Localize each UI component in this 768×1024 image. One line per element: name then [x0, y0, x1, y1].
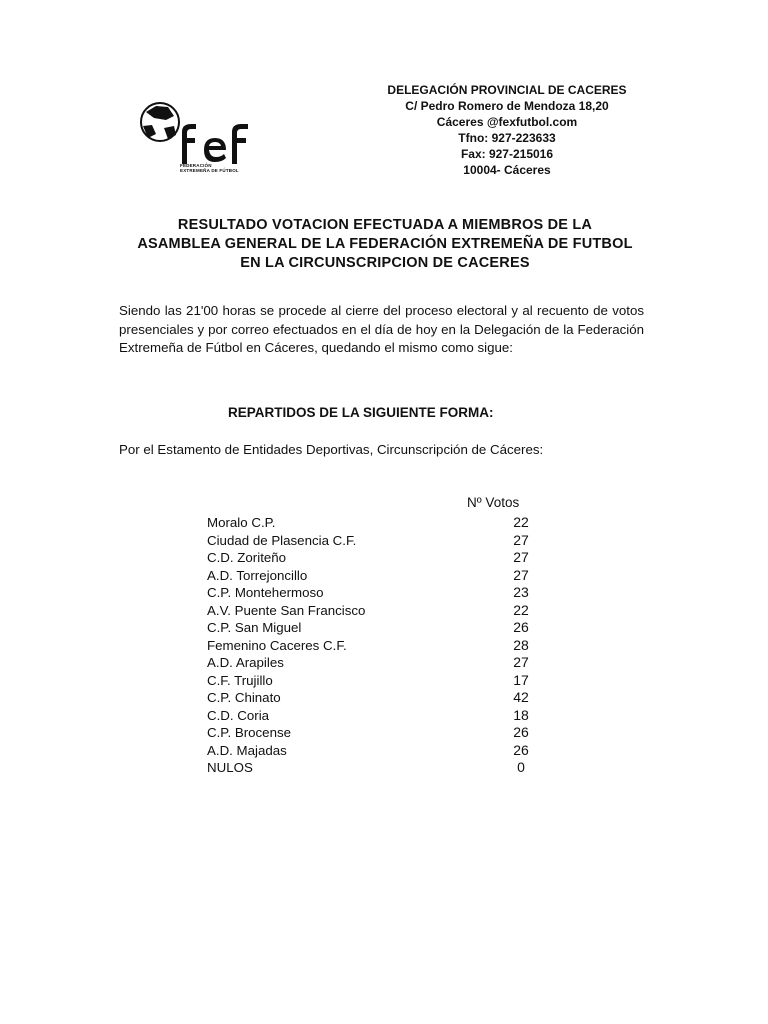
- club-name: A.D. Majadas: [207, 742, 287, 758]
- address-line: Cáceres @fexfutbol.com: [436, 115, 578, 129]
- logo-tagline: [180, 163, 270, 173]
- club-name: A.V. Puente San Francisco: [207, 602, 366, 618]
- votes-column-header: Nº Votos: [467, 495, 520, 510]
- title-line: EN LA CIRCUNSCRIPCION DE CACERES: [240, 255, 530, 271]
- vote-count: 27: [513, 549, 529, 565]
- club-name: C.F. Trujillo: [207, 672, 273, 688]
- result-row: [207, 619, 547, 637]
- vote-count: 18: [513, 706, 529, 723]
- fef-logo-icon: [138, 98, 263, 168]
- vote-count: 17: [513, 671, 529, 688]
- club-name: C.D. Zoriteño: [207, 550, 287, 565]
- address-line: 10004- Cáceres: [463, 163, 551, 177]
- club-name: A.D. Arapiles: [207, 655, 284, 670]
- vote-count: 27: [513, 531, 529, 548]
- fef-logo: [138, 98, 263, 180]
- address-line: Fax: 927-215016: [460, 147, 554, 161]
- vote-count: 28: [513, 636, 529, 653]
- club-name: C.P. Brocense: [207, 725, 292, 740]
- estamento-paragraph: Por el Estamento de Entidades Deportivas, Circunscripción de Cáceres:: [119, 442, 544, 457]
- address-line: Tfno: 927-223633: [458, 131, 556, 145]
- title-line: ASAMBLEA GENERAL DE LA FEDERACIÓN EXTREMEÑA DE FUTBOL: [137, 236, 633, 252]
- address-line: DELEGACIÓN PROVINCIAL DE CACERES: [387, 83, 627, 97]
- result-row: [207, 724, 547, 742]
- result-row: [207, 532, 547, 550]
- address-block: [372, 82, 642, 178]
- club-name: Ciudad de Plasencia C.F.: [207, 532, 357, 548]
- vote-count: 22: [513, 601, 529, 618]
- title-line: RESULTADO VOTACION EFECTUADA A MIEMBROS DE LA: [177, 217, 593, 233]
- club-name: NULOS: [207, 760, 253, 775]
- results-table: [207, 514, 547, 777]
- logo-tagline-line1: FEDERACIÓN: [180, 163, 212, 168]
- result-row: [207, 549, 547, 567]
- club-name: C.P. Chinato: [207, 690, 281, 705]
- result-row: [207, 689, 547, 707]
- result-row: [207, 707, 547, 725]
- result-row: [207, 514, 547, 532]
- logo-tagline-line2: EXTREMEÑA DE FÚTBOL: [180, 168, 239, 173]
- club-name: A.D. Torrejoncillo: [207, 567, 308, 583]
- result-row: [207, 672, 547, 690]
- result-row: [207, 742, 547, 760]
- address-line: C/ Pedro Romero de Mendoza 18,20: [405, 99, 609, 113]
- vote-count: 27: [513, 566, 529, 583]
- club-name: Femenino Caceres C.F.: [207, 637, 347, 653]
- result-row: [207, 759, 547, 777]
- result-row: [207, 602, 547, 620]
- vote-count: 23: [513, 584, 529, 600]
- section-subtitle: REPARTIDOS DE LA SIGUIENTE FORMA:: [228, 405, 494, 420]
- vote-count: 26: [513, 619, 529, 635]
- club-name: C.D. Coria: [207, 707, 270, 723]
- intro-paragraph: Siendo las 21'00 horas se procede al cierre del proceso electoral y al recuento de votos presenciales y por correo efectuados en el día de hoy en la Delegación de la Federación Extremeña de Fútbol en Cáceres, quedando el mismo como sigue:: [119, 303, 644, 355]
- vote-count: 42: [513, 689, 529, 705]
- club-name: C.P. Montehermoso: [207, 585, 324, 600]
- result-row: [207, 654, 547, 672]
- vote-count: 26: [513, 724, 529, 740]
- document-title: [100, 216, 670, 273]
- vote-count: 22: [513, 514, 529, 530]
- vote-count: 26: [513, 741, 529, 758]
- vote-count: 0: [517, 759, 525, 775]
- result-row: [207, 567, 547, 585]
- result-row: [207, 637, 547, 655]
- club-name: Moralo C.P.: [207, 515, 276, 530]
- result-row: [207, 584, 547, 602]
- vote-count: 27: [513, 654, 529, 670]
- club-name: C.P. San Miguel: [207, 620, 302, 635]
